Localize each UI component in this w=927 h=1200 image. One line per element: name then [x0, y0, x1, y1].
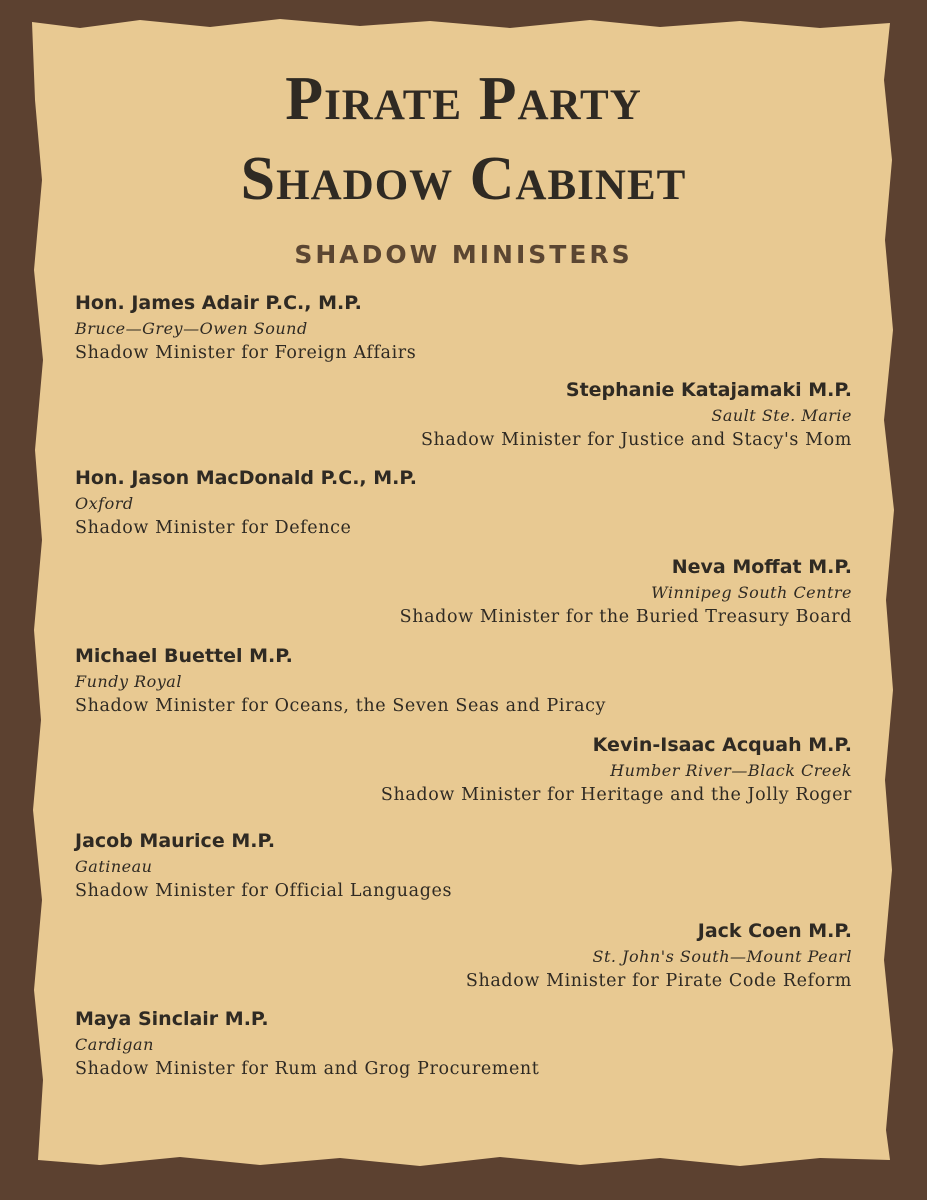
minister-entry: [75, 828, 852, 905]
minister-portfolio: Shadow Minister for Pirate Code Reform: [465, 971, 852, 991]
minister-riding: Winnipeg South Centre: [651, 583, 852, 602]
minister-riding: Oxford: [75, 494, 134, 513]
minister-riding: Humber River—Black Creek: [610, 761, 852, 780]
minister-riding: Bruce—Grey—Owen Sound: [75, 319, 308, 338]
minister-portfolio: Shadow Minister for Foreign Affairs: [75, 343, 417, 363]
minister-name: Hon. James Adair P.C., M.P.: [75, 292, 362, 314]
minister-riding: Sault Ste. Marie: [711, 406, 852, 425]
minister-entry: [75, 290, 852, 367]
minister-entry: [75, 1006, 852, 1083]
minister-entry: [75, 377, 852, 454]
minister-entry: [75, 554, 852, 631]
minister-portfolio: Shadow Minister for the Buried Treasury Board: [399, 607, 852, 627]
minister-portfolio: Shadow Minister for Justice and Stacy's Mom: [420, 430, 852, 450]
minister-riding: St. John's South—Mount Pearl: [592, 947, 852, 966]
page-title-line-2: Shadow Cabinet: [240, 145, 687, 213]
minister-name: Neva Moffat M.P.: [671, 556, 852, 578]
minister-name: Michael Buettel M.P.: [75, 645, 293, 667]
page-title-line-1: Pirate Party: [285, 65, 642, 133]
minister-entry: [75, 918, 852, 995]
minister-portfolio: Shadow Minister for Heritage and the Jolly Roger: [380, 785, 852, 805]
minister-portfolio: Shadow Minister for Oceans, the Seven Seas and Piracy: [75, 696, 607, 716]
minister-name: Hon. Jason MacDonald P.C., M.P.: [75, 467, 418, 489]
minister-portfolio: Shadow Minister for Rum and Grog Procurement: [75, 1059, 540, 1079]
minister-name: Maya Sinclair M.P.: [75, 1008, 269, 1030]
section-heading: SHADOW MINISTERS: [294, 240, 633, 269]
minister-name: Jack Coen M.P.: [697, 920, 852, 942]
minister-name: Stephanie Katajamaki M.P.: [565, 379, 852, 401]
minister-entry: [75, 643, 852, 720]
minister-riding: Cardigan: [75, 1035, 154, 1054]
minister-portfolio: Shadow Minister for Official Languages: [75, 881, 453, 901]
minister-name: Jacob Maurice M.P.: [75, 830, 276, 852]
minister-riding: Fundy Royal: [75, 672, 182, 691]
minister-portfolio: Shadow Minister for Defence: [75, 518, 352, 538]
minister-riding: Gatineau: [75, 857, 153, 876]
minister-entry: [75, 465, 852, 542]
minister-name: Kevin-Isaac Acquah M.P.: [592, 734, 852, 756]
minister-entry: [75, 732, 852, 809]
